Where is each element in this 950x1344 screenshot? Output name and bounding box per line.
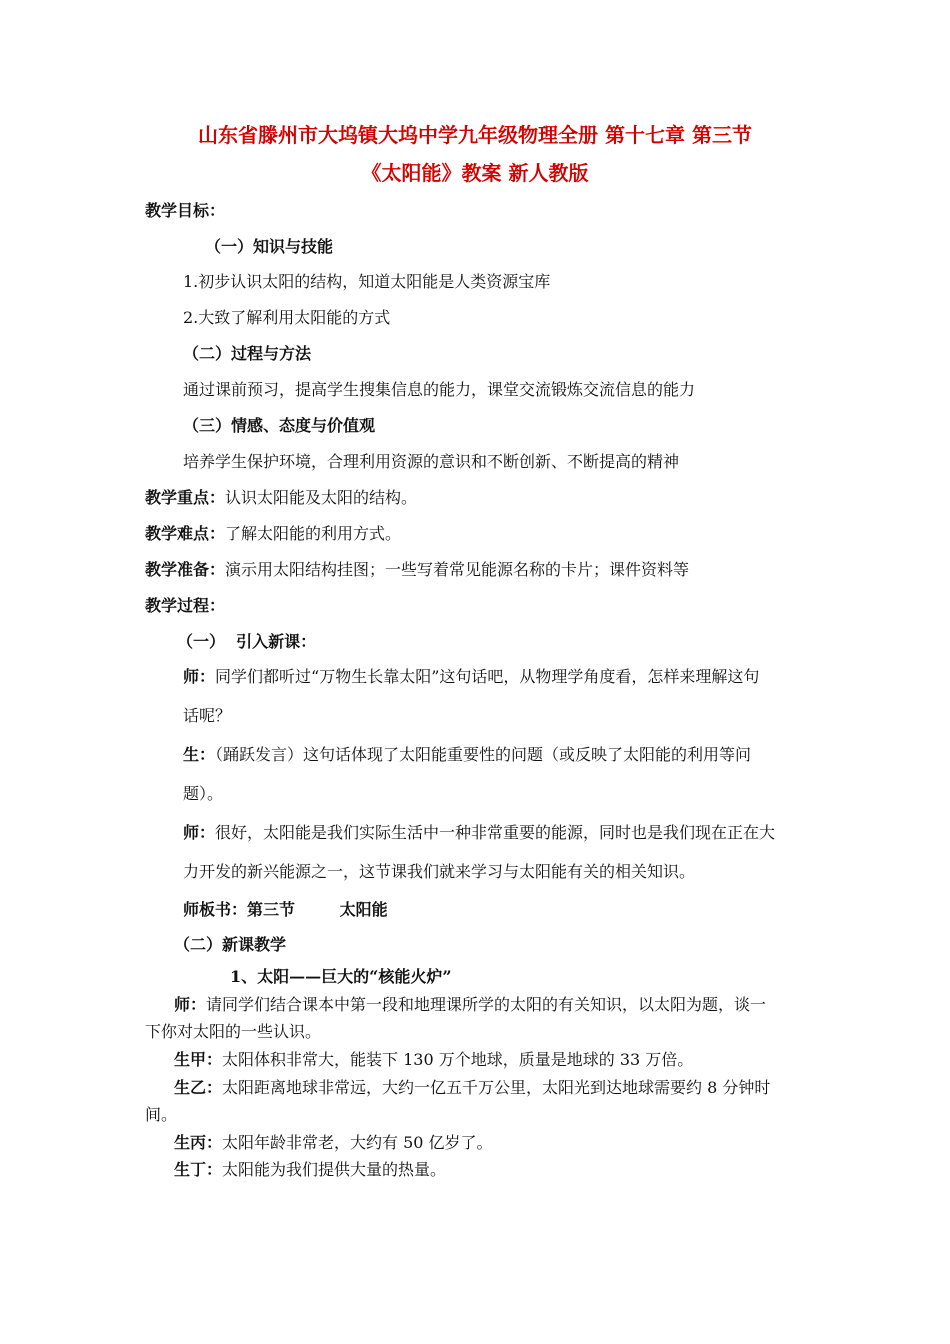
student-ding: [174, 1160, 446, 1180]
difficulty-label: 教学难点：: [145, 524, 226, 543]
knowledge-item-2: 2.大致了解利用太阳能的方式: [183, 308, 391, 327]
process-method-heading: （二）过程与方法: [183, 344, 312, 363]
key-point-label: 教学重点：: [145, 488, 226, 507]
teacher-prompt-line-1: [174, 995, 766, 1015]
new-lesson-heading: （二）新课教学: [174, 935, 287, 954]
student-ding-text: 太阳能为我们提供大量的热量。: [222, 1160, 447, 1179]
teacher-text: 同学们都听过“万物生长靠太阳”这句话吧，从物理学角度看，怎样来理解这句: [215, 667, 760, 686]
document-title-line-2: 《太阳能》教案 新人教版: [361, 161, 589, 185]
teacher-line-1: [183, 667, 759, 687]
teacher-line-2: [183, 823, 775, 843]
process-method-text: 通过课前预习，提高学生搜集信息的能力，课堂交流锻炼交流信息的能力: [183, 380, 696, 399]
emotion-text: 培养学生保护环境，合理利用资源的意识和不断创新、不断提高的精神: [183, 452, 680, 471]
teaching-process-heading: 教学过程：: [145, 596, 226, 615]
document-title-line-1: 山东省滕州市大坞镇大坞中学九年级物理全册 第十七章 第三节: [198, 123, 752, 147]
knowledge-item-1: 1.初步认识太阳的结构，知道太阳能是人类资源宝库: [183, 272, 551, 291]
student-line-1: [183, 745, 751, 765]
key-point-text: 认识太阳能及太阳的结构。: [225, 488, 418, 507]
teacher-text: 很好，太阳能是我们实际生活中一种非常重要的能源，同时也是我们现在正在大: [215, 823, 776, 842]
teacher-line-2-cont: 力开发的新兴能源之一，这节课我们就来学习与太阳能有关的相关知识。: [183, 862, 696, 881]
student-bing-text: 太阳年龄非常老，大约有 50 亿岁了。: [222, 1133, 493, 1152]
intro-heading: （一） 引入新课：: [177, 632, 317, 651]
student-text: （踊跃发言）这句话体现了太阳能重要性的问题（或反映了太阳能的利用等问: [215, 745, 752, 764]
emotion-heading: （三）情感、态度与价值观: [183, 416, 376, 435]
teacher-speaker: 师：: [174, 995, 207, 1014]
key-point-row: [145, 488, 417, 508]
knowledge-heading: （一）知识与技能: [205, 237, 334, 256]
teacher-line-1-cont: 话呢？: [183, 706, 232, 725]
student-yi-line-1: [174, 1078, 770, 1098]
teacher-speaker: 师：: [183, 823, 216, 842]
preparation-text: 演示用太阳结构挂图；一些写着常见能源名称的卡片；课件资料等: [225, 560, 690, 579]
subsection-1-heading: 1、太阳——巨大的“核能火炉”: [230, 967, 452, 986]
teacher-text: 请同学们结合课本中第一段和地理课所学的太阳的有关知识，以太阳为题，谈一: [206, 995, 767, 1014]
student-line-1-cont: 题）。: [183, 784, 224, 803]
objectives-heading: 教学目标：: [145, 201, 226, 220]
student-yi-text: 太阳距离地球非常远，大约一亿五千万公里，太阳光到达地球需要约 8 分钟时: [222, 1078, 771, 1097]
student-ding-speaker: 生丁：: [174, 1160, 223, 1179]
student-jia-speaker: 生甲：: [174, 1050, 223, 1069]
student-bing: [174, 1133, 493, 1153]
student-bing-speaker: 生丙：: [174, 1133, 223, 1152]
board-writing: 师板书：第三节 太阳能: [183, 900, 388, 919]
difficulty-text: 了解太阳能的利用方式。: [225, 524, 402, 543]
student-jia: [174, 1050, 693, 1070]
preparation-label: 教学准备：: [145, 560, 226, 579]
teacher-prompt-line-2: 下你对太阳的一些认识。: [145, 1022, 322, 1041]
student-speaker: 生：: [183, 745, 216, 764]
student-yi-speaker: 生乙：: [174, 1078, 223, 1097]
student-jia-text: 太阳体积非常大，能装下 130 万个地球，质量是地球的 33 万倍。: [222, 1050, 694, 1069]
preparation-row: [145, 560, 689, 580]
difficulty-row: [145, 524, 401, 544]
student-yi-line-2: 间。: [145, 1105, 178, 1124]
teacher-speaker: 师：: [183, 667, 216, 686]
